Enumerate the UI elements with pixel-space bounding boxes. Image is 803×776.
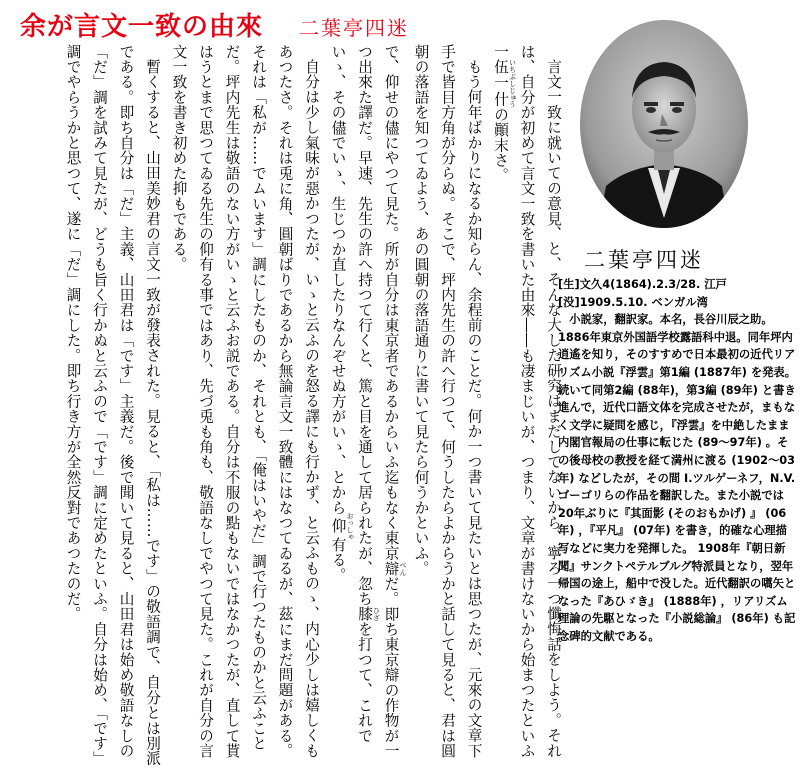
bio-born: [生]文久4(1864).2.3/28. 江戸 [558, 278, 727, 291]
ruby-ichibushiju: 伍一什 いちぶしじゅう [492, 58, 517, 108]
paragraph-2: もう何年ばかりになるか知らん、余程前のことだ。何か一つ書いて見たいとは思つたが、元來の文章下手で皆目方角が分らぬ。そこで、坪内先生の許へ行つて、何うしたらよからうかと話して見ると、君は圓朝の落語を知つてゐよう、あの圓朝の落語通りに書いて見たら何うかといふ。 [412, 44, 483, 759]
essay-title: 余が言文一致の由來 [20, 12, 264, 42]
ruby-ossha: 仰 おっしゃ [329, 512, 354, 541]
author-biography [558, 276, 798, 645]
header [20, 6, 409, 42]
paragraph-5: 暫くすると、山田美妙君の言文一致が發表された。見ると、「私は……です」の敬語調で、自分とは別派である。即ち自分は「だ」主義、山田君は「です」主義だ。後で聞いて見ると、山田君は始め敬語なしの「だ」調を試みて見たが、どうも旨く行かぬと云ふので「です」調に定めたといふ。自分は始め、「です」調でやらうかと思つて、遂に「だ」調にした。即ち行き方が全然反對であつたのだ。 [64, 44, 161, 767]
essay-author: 二葉亭四迷 [299, 16, 410, 40]
paragraph-4: 自分は少し氣味が惡かつたが、いゝと云ふのを怒る譯にも行かず、と云ふものゝ、内心少しは嬉しくもあつたさ。それは兎に角、圓朝ばりであるから無論言文一致體にはなつてゐるが、茲にまだ問題がある。それは「私が……でムいます」調にしたものか、それとも、「俺はいやだ」調で行つたものかと云ふことだ。坪内先生は敬語のない方がいゝと云ふお説である。自分は不服の點もないではなかつたが、直して貰はうとまで思つてゐる先生の仰有る事ではあり、先づ兎も角も、敬語なしでやつて見た。これが自分の言文一致を書き初めた抑もである。 [170, 44, 320, 759]
portrait-photo [578, 18, 750, 230]
bio-died: [没]1909.5.10. ベンガル湾 [558, 295, 708, 309]
author-portrait [578, 18, 750, 230]
ruby-ben: 辯 べん [382, 560, 407, 577]
bio-name: 二葉亭四迷 [584, 248, 704, 272]
paragraph-1: 言文一致に就いての意見、と、そんな大した研究はまだしてないから、寧ろ一つ懺悔話をしよう。それは、自分が初めて言文一致を書いた由來――も凄まじいが、つまり、文章が書けないから始まつたといふ一伍一什 いちぶしじゅうの顚末さ。 [492, 44, 562, 759]
paragraph-3: で、仰せの儘にやつて見た。所が自分は東京者であるからいふ迄もなく東京辯 べんだ。即ち東京辯の作物が一つ出來た譯だ。早速、先生の許へ持つて行くと、篤と目を通して居られたが、忽ち膝 ひざを打つて、これでいゝ、その儘でいゝ、生じつか直したりなんぞせぬ方がいゝ、とから仰 おっしゃ有る。 [329, 44, 407, 759]
bio-text: 小説家，翻訳家。本名，長谷川辰之助。 1886年東京外国語学校露語科中退。同年坪内逍遙を知り，そのすすめで日本最初の近代リアリズム小説『浮雲』第1編 (1887年) を発表。続いて同第2編 (88年)，第3編 (89年) と書き進んで，近代口語文体を完成させたが，まもなく文学に疑問を感じ，『浮雲』を中絶したまま内閣官報局の仕事に転じた (89～97年) 。その後母校の教授を経て満州に渡る (1902～03年) などしたが，その間 I.ツルゲーネフ，N.V.ゴーゴリらの作品を翻訳した。また小説では 20年ぶりに『其面影 (そのおもかげ) 』 (06年) ，『平凡』 (07年) を書き，的確な心理描写などに実力を発揮した。 1908年『朝日新聞』サンクトペテルブルグ特派員となり，翌年帰国の途上，船中で没した。近代翻訳の嚆矢となった『あひゞき』 (1888年) ，リアリズム理論の先駆となった『小説総論』 (86年) も記念碑的文献である。 [558, 313, 797, 643]
ruby-hiza: 膝 ひざ [356, 606, 381, 622]
essay-body [6, 44, 572, 772]
